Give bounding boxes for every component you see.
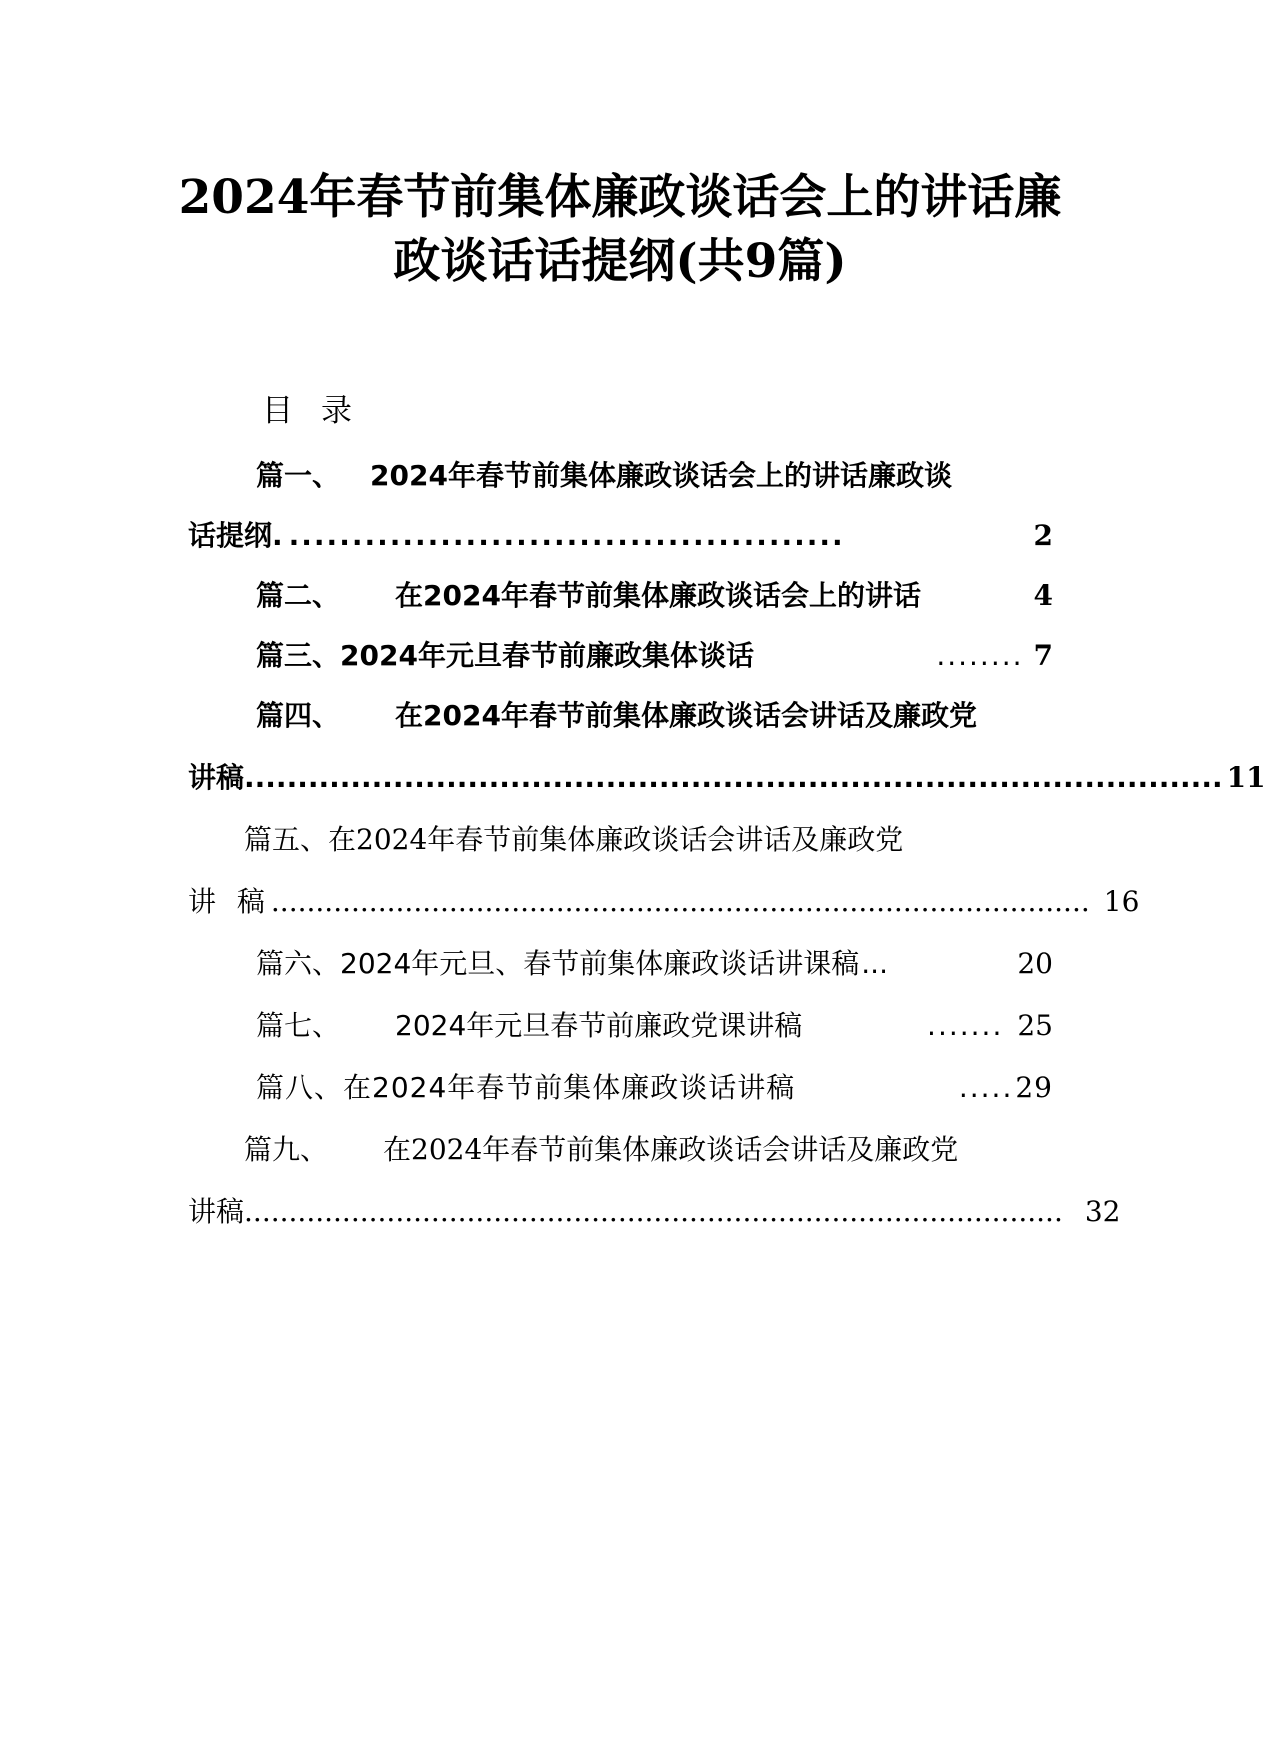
toc-entry-title: 2024年元旦春节前廉政党课讲稿: [395, 1009, 803, 1042]
toc-entry-3[interactable]: [256, 632, 1053, 676]
toc-entry-8[interactable]: [256, 1064, 1053, 1108]
toc-entry-title: 2024年元旦、春节前集体廉政谈话讲课稿: [340, 947, 860, 980]
toc-entry-label: 篇八、: [256, 1071, 344, 1104]
toc-entry-page-number: 25: [1017, 1009, 1053, 1042]
dot-leader: .......: [927, 1009, 1004, 1042]
toc-entry-2[interactable]: [256, 572, 1053, 616]
toc-entry-9-line-1[interactable]: [244, 1126, 1053, 1170]
dot-leader: ............................................: [288, 519, 845, 552]
toc-entry-title-continued: 讲稿: [188, 1195, 245, 1228]
toc-entry-title-continued: 话提纲.: [188, 519, 283, 552]
document-title-line-2: 政谈话话提纲(共9篇): [393, 234, 847, 289]
toc-entry-title: 在2024年春节前集体廉政谈话讲稿: [343, 1071, 796, 1104]
document-title-line-1: 2024年春节前集体廉政谈话会上的讲话廉: [178, 170, 1062, 225]
dot-leader: ........: [936, 639, 1024, 672]
toc-entry-page-number: 20: [1017, 947, 1053, 980]
dot-leader: ............................................................................................: [270, 885, 1090, 918]
toc-entry-title: 在2024年春节前集体廉政谈话会讲话及廉政党: [328, 823, 904, 856]
toc-entry-label: 篇三、: [256, 639, 341, 672]
toc-entry-4-line-1[interactable]: [256, 692, 1053, 736]
dot-leader: ............................................................................................: [244, 761, 1223, 794]
toc-entry-5-line-2[interactable]: [188, 878, 1140, 922]
toc-entry-title: 2024年元旦春节前廉政集体谈话: [340, 639, 754, 672]
toc-entry-title-continued: 讲 稿: [188, 885, 271, 918]
toc-entry-4-line-2[interactable]: [188, 754, 1266, 798]
toc-entry-9-line-2[interactable]: [188, 1188, 1121, 1232]
toc-entry-label: 篇四、: [256, 699, 341, 732]
toc-entry-label: 篇九、: [244, 1133, 329, 1166]
toc-entry-page-number: 16: [1103, 885, 1140, 918]
dot-leader: ............................................................................................: [244, 1195, 1063, 1228]
toc-entry-1-line-2[interactable]: [188, 512, 1053, 556]
toc-entry-6[interactable]: [256, 940, 1053, 984]
toc-entry-page-number: 32: [1084, 1195, 1121, 1228]
toc-heading: 目录: [262, 393, 380, 429]
toc-entry-5-line-1[interactable]: [244, 816, 1053, 860]
toc-entry-title: 在2024年春节前集体廉政谈话会上的讲话: [395, 579, 921, 612]
toc-entry-label: 篇五、: [244, 823, 329, 856]
toc-entry-label: 篇六、: [256, 947, 341, 980]
toc-entry-title-continued: 讲稿: [188, 761, 245, 794]
toc-entry-title: 在2024年春节前集体廉政谈话会讲话及廉政党: [383, 1133, 959, 1166]
toc-entry-label: 篇一、: [256, 459, 341, 492]
toc-entry-page-number: 7: [1033, 639, 1053, 672]
toc-entry-title: 在2024年春节前集体廉政谈话会讲话及廉政党: [395, 699, 977, 732]
toc-entry-label: 篇二、: [256, 579, 341, 612]
toc-entry-page-number: 4: [1033, 579, 1053, 612]
toc-entry-1-line-1[interactable]: [256, 452, 1053, 496]
toc-entry-label: 篇七、: [256, 1009, 341, 1042]
dot-leader: ...: [861, 947, 888, 980]
toc-entry-page-number: 2: [1033, 519, 1053, 552]
toc-entry-title: 2024年春节前集体廉政谈话会上的讲话廉政谈: [370, 459, 952, 492]
toc-entry-page-number: 11: [1226, 761, 1266, 794]
dot-leader: .....: [958, 1071, 1014, 1104]
toc-entry-7[interactable]: [256, 1002, 1053, 1046]
toc-entry-page-number: 29: [1015, 1071, 1053, 1104]
